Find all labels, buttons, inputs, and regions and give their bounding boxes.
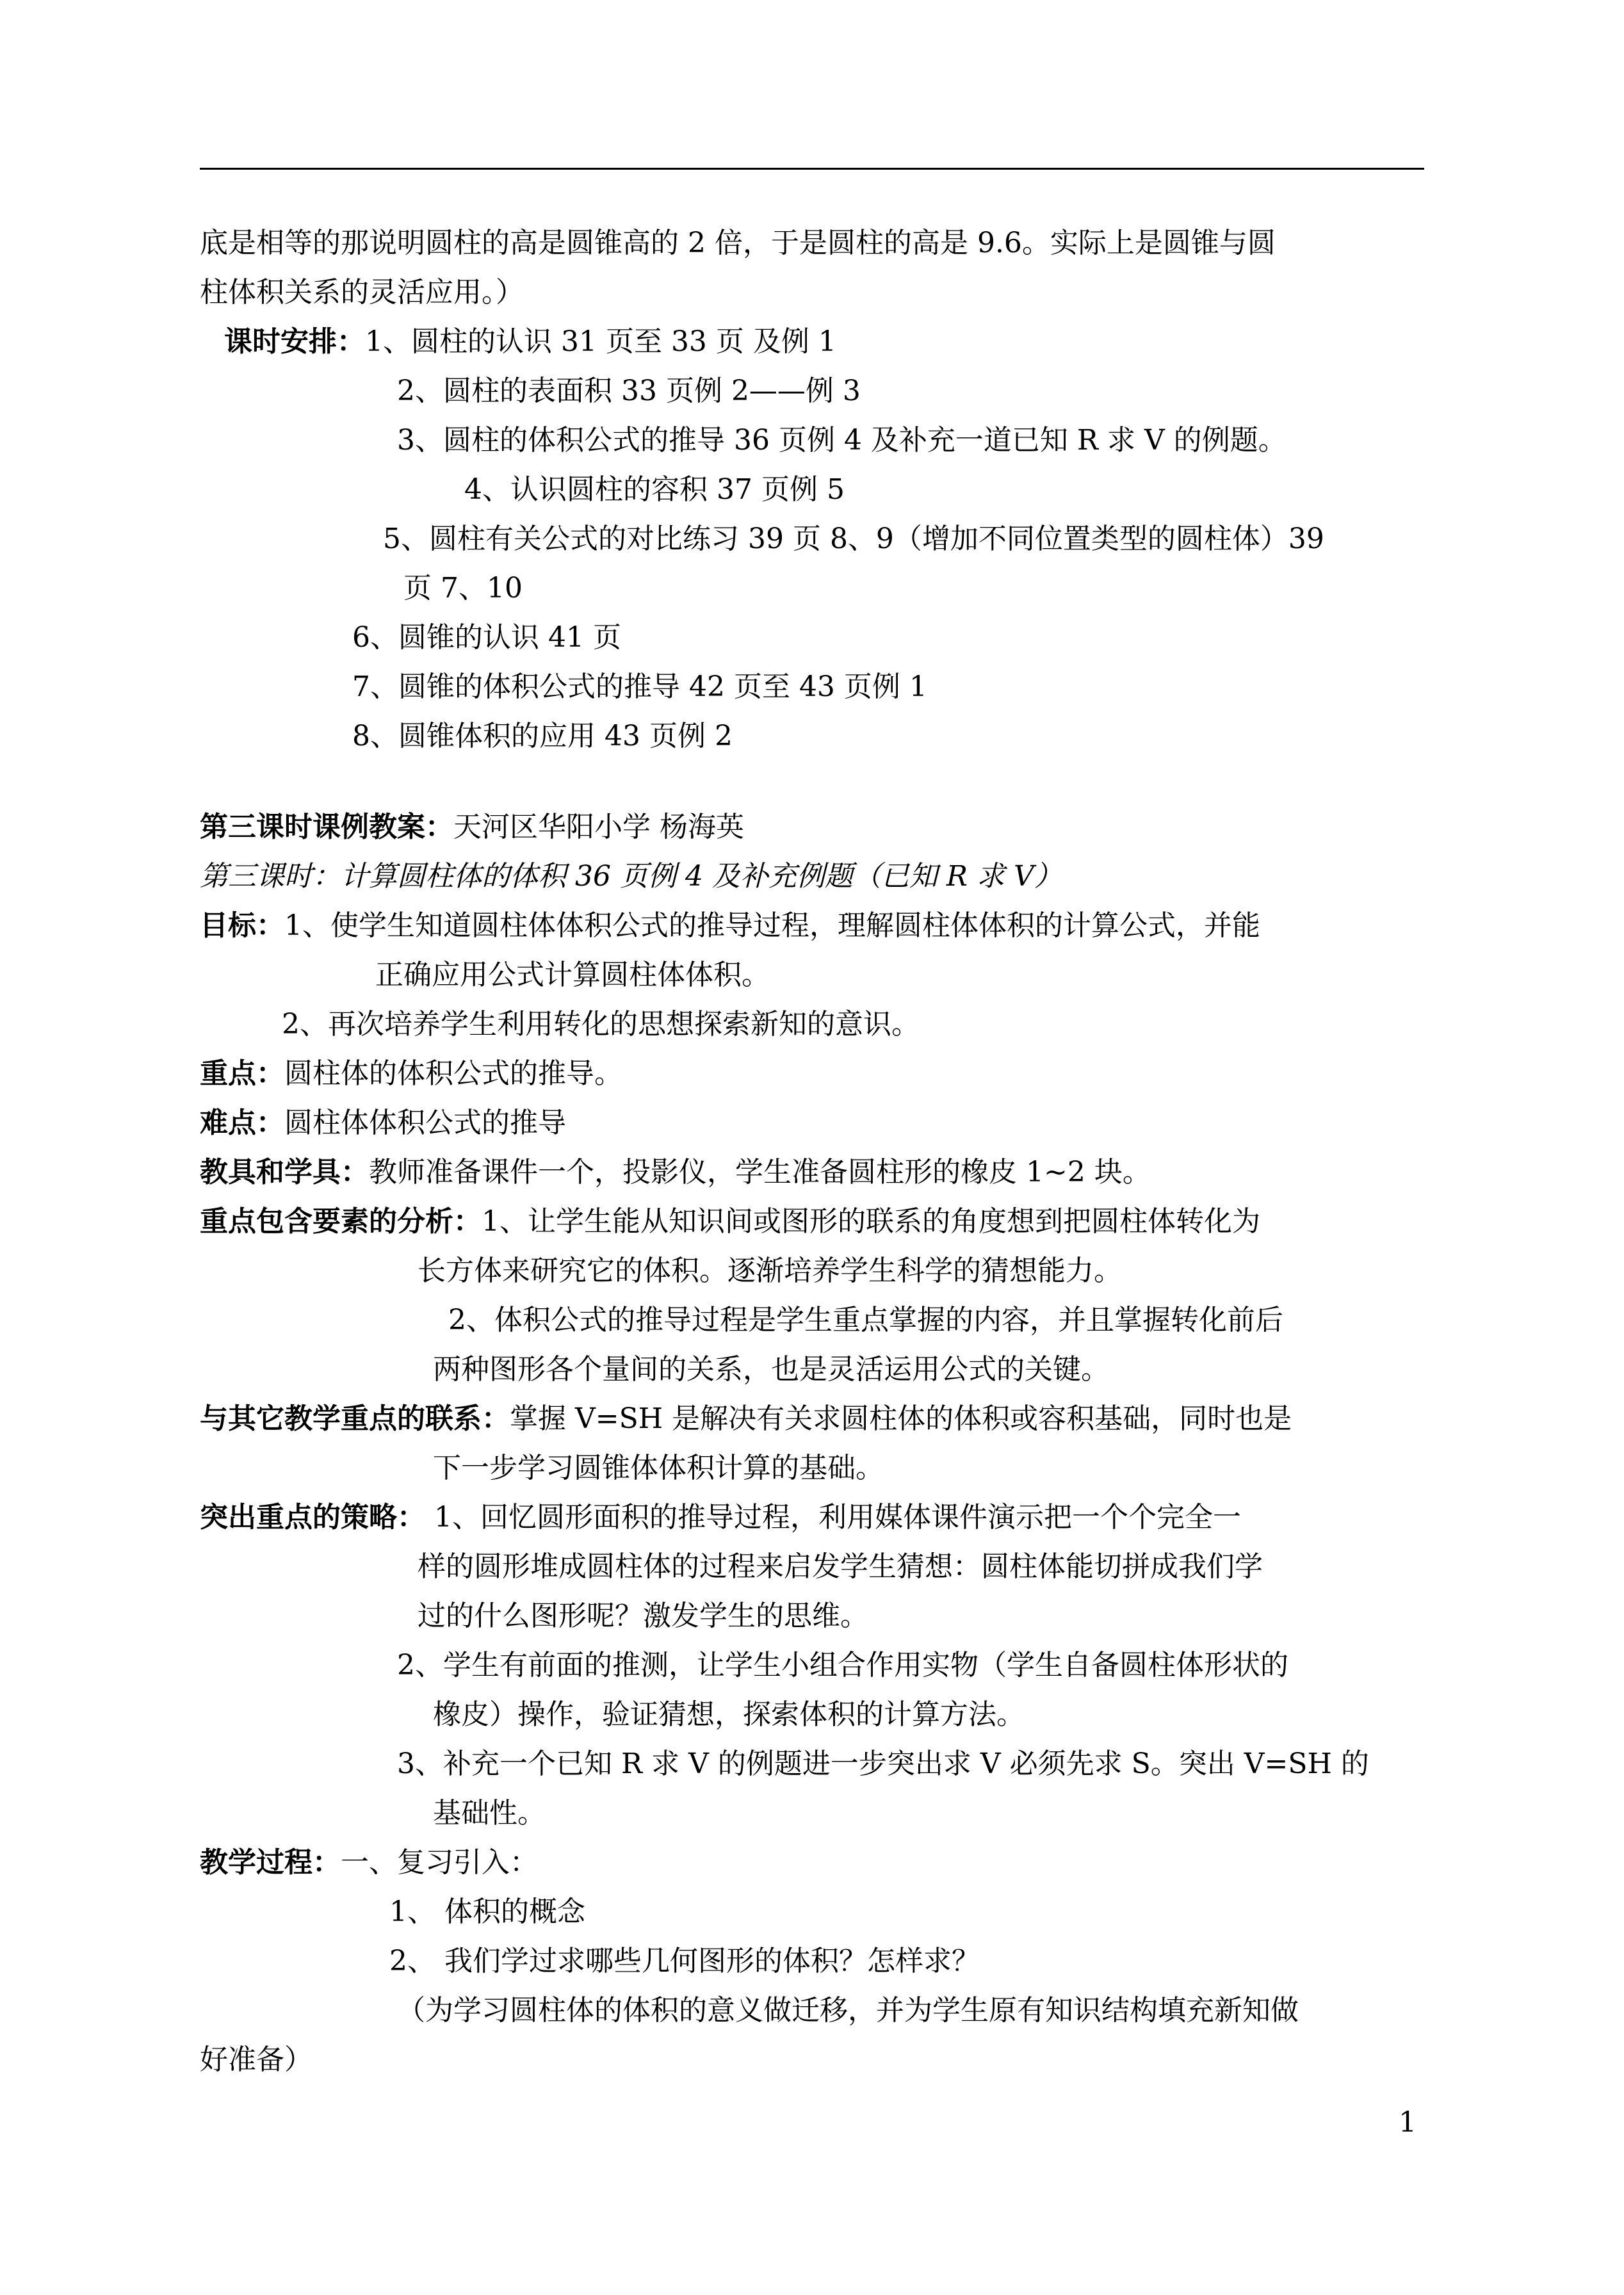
goals-line: 1、使学生知道圆柱体体积公式的推导过程，理解圆柱体体积的计算公式，并能 bbox=[284, 909, 1260, 942]
process-line: 一、复习引入： bbox=[341, 1846, 538, 1879]
intro-line-1: 底是相等的那说明圆柱的高是圆锥高的 2 倍，于是圆柱的高是 9.6。实际上是圆锥与圆 bbox=[200, 227, 1276, 259]
difficulty-value: 圆柱体体积公式的推导 bbox=[284, 1107, 566, 1139]
tools bbox=[200, 1153, 1151, 1192]
tools-value: 教师准备课件一个，投影仪，学生准备圆柱形的橡皮 1~2 块。 bbox=[369, 1156, 1151, 1188]
schedule-item: 8、圆锥体积的应用 43 页例 2 bbox=[352, 720, 733, 752]
page-number: 1 bbox=[1399, 2106, 1417, 2139]
schedule-item: 6、圆锥的认识 41 页 bbox=[352, 621, 621, 654]
goals-row bbox=[200, 907, 1260, 945]
strategy-line: 2、学生有前面的推测，让学生小组合作用实物（学生自备圆柱体形状的 bbox=[397, 1649, 1288, 1682]
strategy-line: 过的什么图形呢？激发学生的思维。 bbox=[418, 1600, 868, 1632]
goals-line: 正确应用公式计算圆柱体体积。 bbox=[375, 959, 770, 991]
analysis-line: 长方体来研究它的体积。逐渐培养学生科学的猜想能力。 bbox=[418, 1254, 1122, 1287]
strategy-line: 3、补充一个已知 R 求 V 的例题进一步突出求 V 必须先求 S。突出 V=SH 的 bbox=[397, 1748, 1369, 1780]
relation-line: 掌握 V=SH 是解决有关求圆柱体的体积或容积基础，同时也是 bbox=[510, 1402, 1292, 1435]
difficulty bbox=[200, 1104, 566, 1142]
strategy-row bbox=[200, 1498, 1241, 1537]
lesson-header-label: 第三课时课例教案： bbox=[200, 811, 453, 843]
key-point-label: 重点： bbox=[200, 1057, 284, 1090]
key-point-value: 圆柱体的体积公式的推导。 bbox=[284, 1057, 622, 1090]
intro-line-2: 柱体积关系的灵活应用。） bbox=[200, 276, 524, 309]
analysis-row bbox=[200, 1203, 1260, 1241]
schedule-item: 3、圆柱的体积公式的推导 36 页例 4 及补充一道已知 R 求 V 的例题。 bbox=[397, 424, 1287, 457]
schedule-item: 5、圆柱有关公式的对比练习 39 页 8、9（增加不同位置类型的圆柱体）39 bbox=[383, 523, 1324, 555]
key-point bbox=[200, 1055, 622, 1093]
schedule-item: 4、认识圆柱的容积 37 页例 5 bbox=[464, 473, 845, 506]
process-row bbox=[200, 1844, 538, 1882]
relation-line: 下一步学习圆锥体体积计算的基础。 bbox=[433, 1452, 884, 1484]
relation-row bbox=[200, 1400, 1292, 1438]
process-line: 好准备） bbox=[200, 2043, 313, 2076]
goals-line: 2、再次培养学生利用转化的思想探索新知的意识。 bbox=[282, 1008, 920, 1041]
schedule-label: 课时安排： bbox=[224, 325, 365, 358]
process-line: （为学习圆柱体的体积的意义做迁移，并为学生原有知识结构填充新知做 bbox=[397, 1994, 1299, 2027]
schedule-item: 1、圆柱的认识 31 页至 33 页 及例 1 bbox=[365, 325, 836, 358]
tools-label: 教具和学具： bbox=[200, 1156, 369, 1188]
strategy-line: 样的圆形堆成圆柱体的过程来启发学生猜想：圆柱体能切拼成我们学 bbox=[418, 1550, 1263, 1583]
goals-label: 目标： bbox=[200, 909, 284, 942]
difficulty-label: 难点： bbox=[200, 1107, 284, 1139]
schedule-item: 页 7、10 bbox=[403, 572, 523, 604]
process-line: 2、 我们学过求哪些几何图形的体积？怎样求？ bbox=[389, 1945, 980, 1977]
lesson-header-value: 天河区华阳小学 杨海英 bbox=[453, 811, 744, 843]
relation-label: 与其它教学重点的联系： bbox=[200, 1402, 510, 1435]
strategy-label: 突出重点的策略： bbox=[200, 1501, 425, 1534]
header-rule bbox=[200, 168, 1424, 170]
process-label: 教学过程： bbox=[200, 1846, 341, 1879]
lesson-title: 第三课时：计算圆柱体的体积 36 页例 4 及补充例题（已知 R 求 V） bbox=[200, 860, 1062, 893]
analysis-line: 1、让学生能从知识间或图形的联系的角度想到把圆柱体转化为 bbox=[482, 1205, 1260, 1238]
analysis-label: 重点包含要素的分析： bbox=[200, 1205, 482, 1238]
strategy-line: 1、回忆圆形面积的推导过程，利用媒体课件演示把一个个完全一 bbox=[425, 1501, 1241, 1534]
strategy-line: 橡皮）操作，验证猜想，探索体积的计算方法。 bbox=[433, 1698, 1025, 1731]
process-line: 1、 体积的概念 bbox=[389, 1895, 585, 1928]
schedule-item: 7、圆锥的体积公式的推导 42 页至 43 页例 1 bbox=[352, 670, 927, 703]
strategy-line: 基础性。 bbox=[433, 1797, 546, 1829]
schedule-item: 2、圆柱的表面积 33 页例 2——例 3 bbox=[397, 375, 861, 407]
analysis-line: 两种图形各个量间的关系，也是灵活运用公式的关键。 bbox=[433, 1353, 1109, 1386]
analysis-line: 2、体积公式的推导过程是学生重点掌握的内容，并且掌握转化前后 bbox=[448, 1304, 1283, 1336]
schedule-row-1 bbox=[224, 323, 836, 361]
lesson-header bbox=[200, 808, 744, 847]
